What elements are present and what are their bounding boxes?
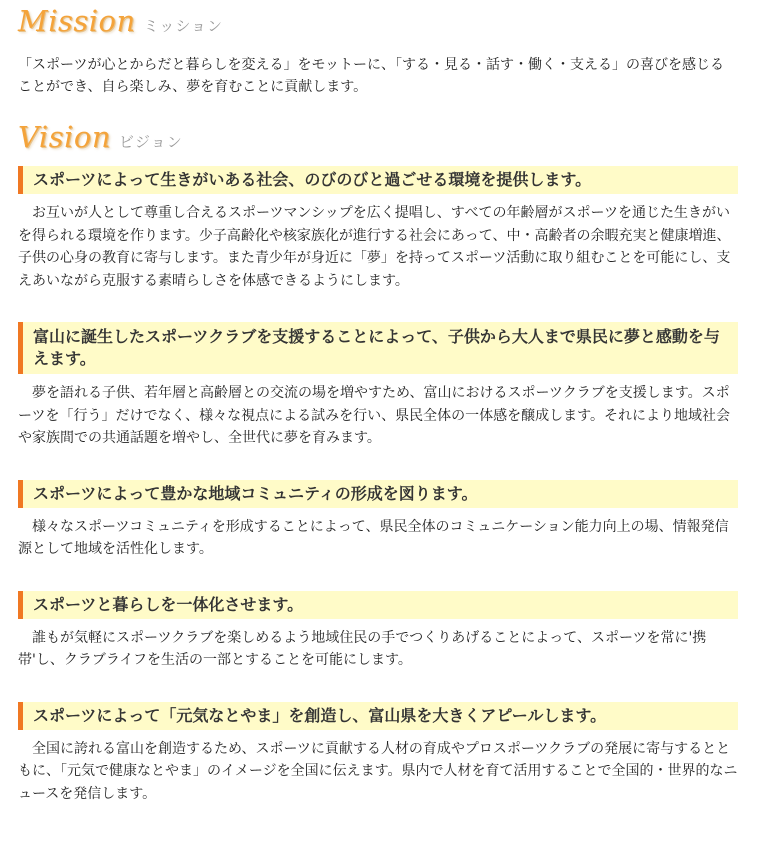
vision-body: 様々なスポーツコミュニティを形成することによって、県民全体のコミュニケーション能力向上の場、情報発信源として地域を活性化します。: [18, 518, 729, 557]
vision-title: スポーツと暮らしを一体化させます。: [18, 591, 738, 619]
vision-body: お互いが人として尊重し合えるスポーツマンシップを広く提唱し、すべての年齢層がスポーツを通じた生きがいを得られる環境を作ります。少子高齢化や核家族化が進行する社会にあって、中・高齢者の余暇充実と健康増進、子供の心身の教育に寄与します。また青少年が身近に「夢」を持ってスポーツ活動に取り組むことを可能にし、支えあいながら克服する素晴らしさを体感できるようにします。: [18, 205, 731, 289]
vision-body: 誰もが気軽にスポーツクラブを楽しめるよう地域住民の手でつくりあげることによって、スポーツを常に'携帯'し、クラブライフを生活の一部とすることを可能にします。: [18, 629, 707, 668]
vision-title: スポーツによって豊かな地域コミュニティの形成を図ります。: [18, 480, 738, 508]
vision-item: [0, 702, 770, 806]
vision-item: [0, 480, 770, 561]
vision-item: [0, 166, 770, 292]
vision-list: [0, 166, 770, 805]
vision-heading-en: Vision: [18, 120, 112, 154]
vision-title: 富山に誕生したスポーツクラブを支援することによって、子供から大人まで県民に夢と感動を与えます。: [18, 322, 738, 374]
mission-statement: 「スポーツが心とからだと暮らしを変える」をモットーに、「する・見る・話す・働く・支える」の喜びを感じることができ、自ら楽しみ、夢を育むことに貢献します。: [18, 57, 725, 95]
mission-heading-ja: ミッション: [143, 17, 224, 35]
mission-heading: [18, 4, 770, 40]
vision-heading-ja: ビジョン: [119, 133, 183, 151]
vision-title: スポーツによって「元気なとやま」を創造し、富山県を大きくアピールします。: [18, 702, 738, 730]
vision-body: 全国に誇れる富山を創造するため、スポーツに貢献する人材の育成やプロスポーツクラブの発展に寄与するとともに、「元気で健康なとやま」のイメージを全国に伝えます。県内で人材を育て活用することで全国的・世界的なニュースを発信します。: [18, 740, 738, 802]
vision-item: [0, 591, 770, 672]
mission-heading-en: Mission: [18, 4, 136, 38]
vision-title: スポーツによって生きがいある社会、のびのびと過ごせる環境を提供します。: [18, 166, 738, 194]
vision-body: 夢を語れる子供、若年層と高齢層との交流の場を増やすため、富山におけるスポーツクラブを支援します。スポーツを「行う」だけでなく、様々な視点による試みを行い、県民全体の一体感を醸成します。それにより地域社会や家族間での共通話題を増やし、全世代に夢を育みます。: [18, 385, 731, 446]
vision-item: [0, 322, 770, 450]
vision-heading: [18, 120, 770, 156]
